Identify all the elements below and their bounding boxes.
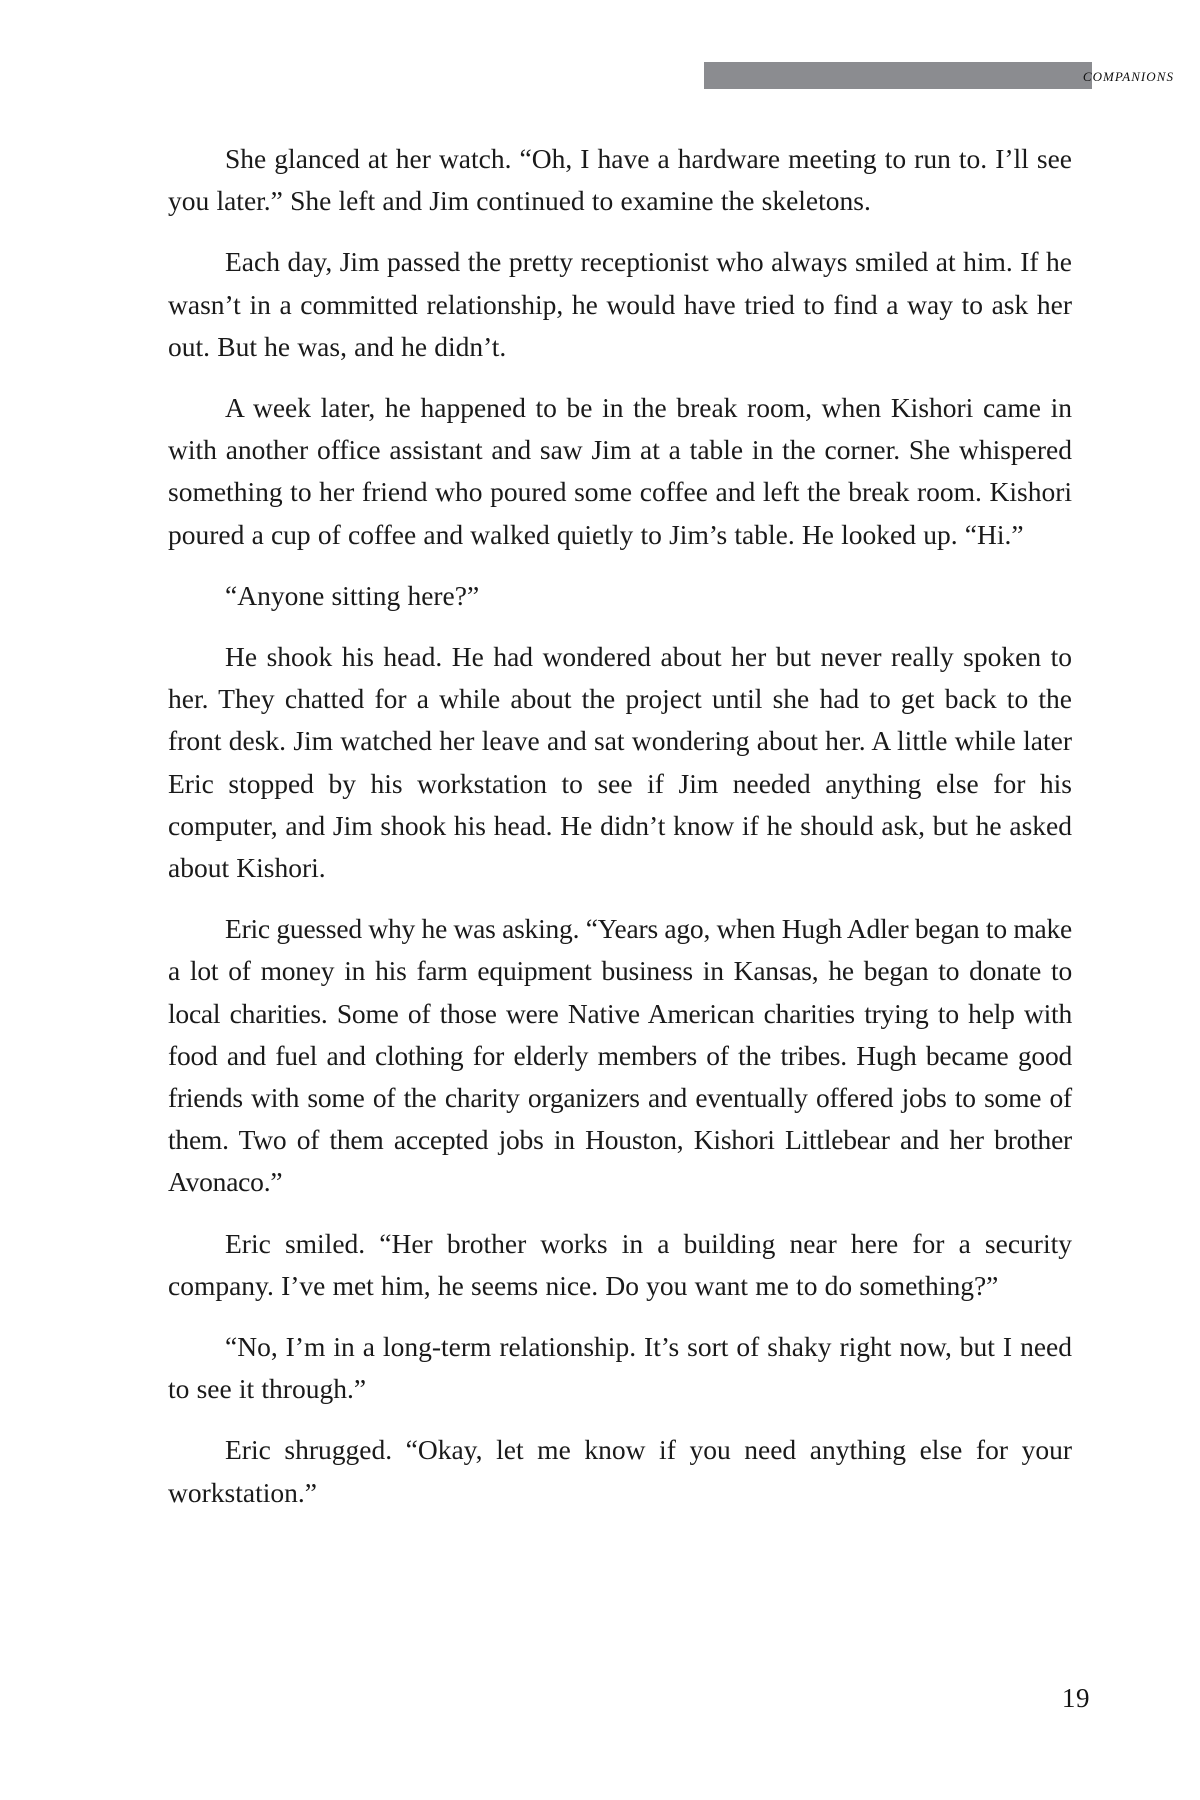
paragraph: Each day, Jim passed the pretty receptionist who always smiled at him. If he wasn’t in a committed relationship, he would have tried to find a way to ask her out. But he was, and he didn’t. bbox=[168, 246, 1072, 362]
paragraph: “No, I’m in a long-term relationship. It’s sort of shaky right now, but I need to see it through.” bbox=[168, 1331, 1072, 1405]
paragraph: He shook his head. He had wondered about her but never really spoken to her. They chatted for a while about the project until she had to get back to the front desk. Jim watched her leave and sat wondering about her. A little while later Eric stopped by his workstation to see if Jim needed anything else for his computer, and Jim shook his head. He didn’t know if he should ask, but he asked about Kishori. bbox=[168, 641, 1072, 884]
running-header-title: companions bbox=[1082, 65, 1174, 86]
paragraph: A week later, he happened to be in the break room, when Kishori came in with another office assistant and saw Jim at a table in the corner. She whispered something to her friend who poured some coffee and left the break room. Kishori poured a cup of coffee and walked quietly to Jim’s table. He looked up. “Hi.” bbox=[168, 392, 1072, 550]
paragraph: Eric guessed why he was asking. “Years ago, when Hugh Adler began to make a lot of money in his farm equipment business in Kansas, he began to donate to local charities. Some of those were Native American charities trying to help with food and fuel and clothing for elderly members of the tribes. Hugh became good friends with some of the charity organizers and eventually offered jobs to some of them. Two of them accepted jobs in Houston, Kishori Littlebear and her brother Avonaco.” bbox=[168, 913, 1072, 1198]
paragraph: She glanced at her watch. “Oh, I have a hardware meeting to run to. I’ll see you later.” She left and Jim continued to examine the skeletons. bbox=[168, 143, 1072, 217]
paragraph: Eric smiled. “Her brother works in a building near here for a security company. I’ve met him, he seems nice. Do you want me to do something?” bbox=[168, 1227, 1072, 1301]
paragraph: “Anyone sitting here?” bbox=[225, 579, 480, 611]
page-number: 19 bbox=[1061, 1683, 1090, 1713]
running-header-band bbox=[704, 62, 1092, 89]
paragraph: Eric shrugged. “Okay, let me know if you need anything else for your workstation.” bbox=[168, 1434, 1072, 1508]
body-text-block bbox=[168, 138, 1072, 1514]
